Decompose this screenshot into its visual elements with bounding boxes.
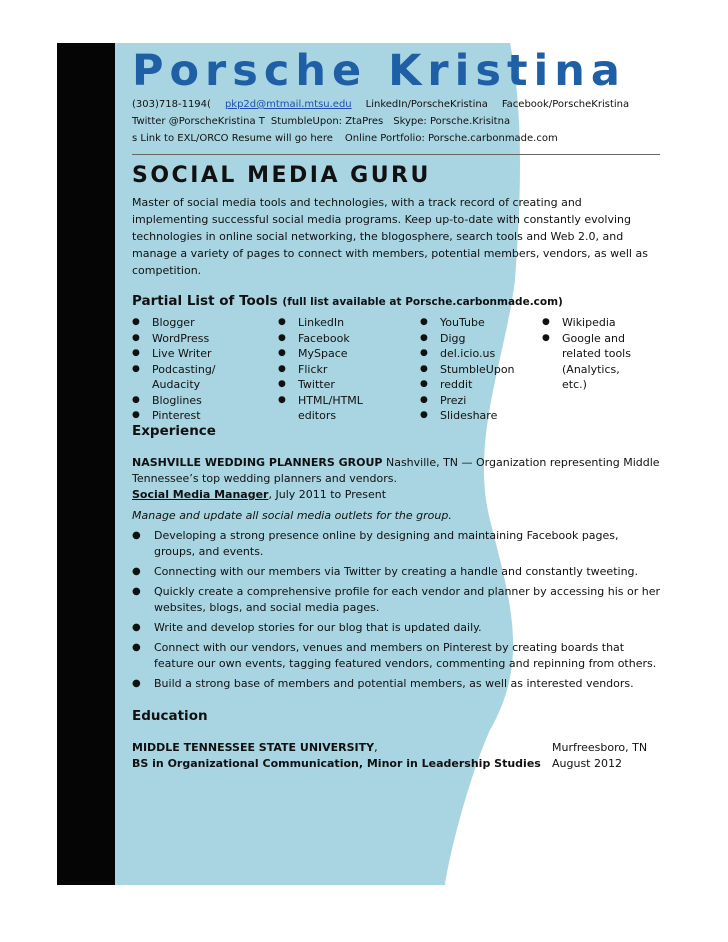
list-item: ● Pinterest xyxy=(124,408,274,424)
resume-link: s Link to EXL/ORCO Resume will go here xyxy=(132,133,333,144)
list-item: ● WordPress xyxy=(124,331,274,347)
school xyxy=(132,740,378,756)
tools-column-1 xyxy=(124,315,274,424)
organization-description: Nashville, TN — Organization representing Middle Tennessee’s top wedding planners and vendors. xyxy=(132,456,660,485)
list-item: ● Build a strong base of members and potential members, as well as interested vendors. xyxy=(132,676,660,692)
list-item: ● Live Writer xyxy=(124,346,274,362)
tools-list xyxy=(132,315,660,422)
phone: (303)718-1194( xyxy=(132,99,211,110)
list-item: etc.) xyxy=(562,378,587,391)
list-item: ● reddit xyxy=(412,377,532,393)
summary: Master of social media tools and technologies, with a track record of creating and implementing successful social media programs. Keep up-to-date with constantly evolving technologies in online social networking, the blogosphere, search tools and Web 2.0, and manage a variety of pages to connect with members, potential members, vendors, as well as competition. xyxy=(132,196,648,277)
role xyxy=(132,487,660,503)
degree: BS in Organizational Communication, Minor in Leadership Studies xyxy=(132,757,541,770)
headline: SOCIAL MEDIA GURU xyxy=(132,163,431,188)
list-item: ● Wikipedia xyxy=(534,315,660,331)
role-summary: Manage and update all social media outlets for the group. xyxy=(132,509,452,522)
graduation-date: August 2012 xyxy=(552,757,622,770)
list-item: ● Podcasting/ xyxy=(124,362,274,378)
list-item: ● Connect with our vendors, venues and members on Pinterest by creating boards that feature our own events, tagging featured vendors, commenting and repinning from others. xyxy=(132,640,660,672)
list-item: ● Flickr xyxy=(270,362,410,378)
list-item: ● Developing a strong presence online by designing and maintaining Facebook pages, groups, and events. xyxy=(132,528,660,560)
list-item: ● Connecting with our members via Twitter by creating a handle and constantly tweeting. xyxy=(132,564,660,580)
resume-content xyxy=(132,46,660,772)
location: Murfreesboro, TN xyxy=(552,741,648,754)
list-item: editors xyxy=(298,409,337,422)
role-dates: , July 2011 to Present xyxy=(268,488,387,501)
stumbleupon: StumbleUpon: ZtaPres xyxy=(270,116,384,127)
tools-heading xyxy=(132,293,660,309)
experience-heading: Experience xyxy=(132,423,216,439)
list-item: Audacity xyxy=(152,378,201,391)
list-item: ● Digg xyxy=(412,331,532,347)
list-item: ● Bloglines xyxy=(124,393,274,409)
list-item: ● StumbleUpon xyxy=(412,362,532,378)
portfolio: Online Portfolio: Porsche.carbonmade.com xyxy=(344,133,558,144)
tools-subtitle: (full list available at Porsche.carbonmade.com) xyxy=(282,296,563,308)
tools-column-3 xyxy=(412,315,532,424)
education-row-school xyxy=(132,740,660,756)
education-heading: Education xyxy=(132,708,208,724)
list-item: ● Slideshare xyxy=(412,408,532,424)
list-item: ● YouTube xyxy=(412,315,532,331)
school-name: MIDDLE TENNESSEE STATE UNIVERSITY xyxy=(132,741,375,754)
skype: Skype: Porsche.Krisitna xyxy=(393,116,511,127)
tools-column-2 xyxy=(270,315,410,424)
list-item: (Analytics, xyxy=(562,362,620,376)
divider xyxy=(132,154,660,155)
list-item: related tools xyxy=(562,347,631,360)
education-row-degree xyxy=(132,756,660,772)
list-item: ● LinkedIn xyxy=(270,315,410,331)
email-link[interactable]: pkp2d@mtmail.mtsu.edu xyxy=(224,99,352,110)
list-item: ● MySpace xyxy=(270,346,410,362)
list-item: ● Facebook xyxy=(270,331,410,347)
organization-name: NASHVILLE WEDDING PLANNERS GROUP xyxy=(132,456,383,469)
list-item: ● del.icio.us xyxy=(412,346,532,362)
linkedin: LinkedIn/PorscheKristina xyxy=(365,99,488,110)
list-item: ● Write and develop stories for our blog that is updated daily. xyxy=(132,620,660,636)
list-item: ● Twitter xyxy=(270,377,410,393)
role-title: Social Media Manager xyxy=(132,488,269,501)
list-item: ● Blogger xyxy=(124,315,274,331)
contact-line-3 xyxy=(132,130,660,147)
list-item: ● Prezi xyxy=(412,393,532,409)
tools-column-4 xyxy=(534,315,660,393)
list-item: ● HTML/HTML xyxy=(270,393,410,409)
twitter: Twitter @PorscheKristina T xyxy=(132,116,265,127)
list-item: ● Google and xyxy=(534,331,660,347)
contact-line-1 xyxy=(132,96,660,113)
facebook: Facebook/PorscheKristina xyxy=(501,99,630,110)
school-suffix: , xyxy=(374,741,378,754)
duties-list xyxy=(132,528,660,692)
list-item: ● Quickly create a comprehensive profile for each vendor and planner by accessing his or her websites, blogs, and social media pages. xyxy=(132,584,660,616)
tools-title: Partial List of Tools xyxy=(132,293,278,309)
organization xyxy=(132,455,660,487)
candidate-name: Porsche Kristina xyxy=(132,46,626,96)
contact-line-2 xyxy=(132,113,660,130)
